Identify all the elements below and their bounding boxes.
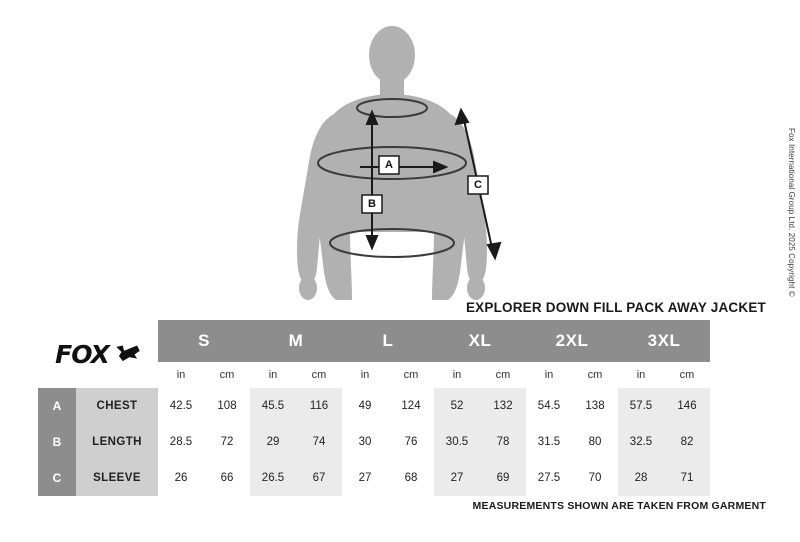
cell-length-3xl-in: 32.5 [618,424,664,460]
cell-length-l-in: 30 [342,424,388,460]
table-header-row [38,320,710,362]
cell-length-2xl-in: 31.5 [526,424,572,460]
unit-3xl-cm: cm [664,362,710,388]
row-label-length: LENGTH [76,424,158,460]
size-header-3xl: 3XL [618,320,710,362]
unit-xl-cm: cm [480,362,526,388]
row-key-c: C [38,460,76,496]
cell-chest-l-in: 49 [342,388,388,424]
cell-length-3xl-cm: 82 [664,424,710,460]
row-key-a: A [38,388,76,424]
marker-c-text: C [474,179,482,191]
cell-length-m-cm: 74 [296,424,342,460]
product-title: EXPLORER DOWN FILL PACK AWAY JACKET [465,300,766,315]
row-label-chest: CHEST [76,388,158,424]
measurement-note: MEASUREMENTS SHOWN ARE TAKEN FROM GARMENT [472,500,766,512]
cell-sleeve-m-in: 26.5 [250,460,296,496]
cell-length-xl-cm: 78 [480,424,526,460]
brand-name: FOX [55,339,109,369]
cell-length-s-in: 28.5 [158,424,204,460]
table-row [38,424,710,460]
cell-sleeve-s-cm: 66 [204,460,250,496]
unit-m-cm: cm [296,362,342,388]
cell-length-xl-in: 30.5 [434,424,480,460]
cell-sleeve-m-cm: 67 [296,460,342,496]
cell-sleeve-l-in: 27 [342,460,388,496]
cell-chest-2xl-cm: 138 [572,388,618,424]
size-header-2xl: 2XL [526,320,618,362]
unit-m-in: in [250,362,296,388]
cell-chest-2xl-in: 54.5 [526,388,572,424]
unit-s-cm: cm [204,362,250,388]
unit-s-in: in [158,362,204,388]
unit-xl-in: in [434,362,480,388]
cell-chest-m-in: 45.5 [250,388,296,424]
cell-chest-s-cm: 108 [204,388,250,424]
size-header-xl: XL [434,320,526,362]
cell-chest-s-in: 42.5 [158,388,204,424]
unit-2xl-in: in [526,362,572,388]
cell-chest-l-cm: 124 [388,388,434,424]
cell-chest-xl-in: 52 [434,388,480,424]
cell-sleeve-2xl-in: 27.5 [526,460,572,496]
cell-chest-xl-cm: 132 [480,388,526,424]
cell-length-s-cm: 72 [204,424,250,460]
unit-l-in: in [342,362,388,388]
cell-sleeve-s-in: 26 [158,460,204,496]
cell-length-2xl-cm: 80 [572,424,618,460]
cell-chest-3xl-in: 57.5 [618,388,664,424]
size-header-s: S [158,320,250,362]
marker-b-text: B [368,198,376,210]
size-header-l: L [342,320,434,362]
cell-chest-3xl-cm: 146 [664,388,710,424]
cell-sleeve-3xl-in: 28 [618,460,664,496]
cell-sleeve-l-cm: 68 [388,460,434,496]
size-header-m: M [250,320,342,362]
table-row [38,460,710,496]
cell-length-m-in: 29 [250,424,296,460]
row-label-sleeve: SLEEVE [76,460,158,496]
cell-sleeve-2xl-cm: 70 [572,460,618,496]
table-row [38,388,710,424]
copyright-text: Fox International Group Ltd. 2025 Copyright © [787,128,796,297]
unit-3xl-in: in [618,362,664,388]
cell-sleeve-xl-cm: 69 [480,460,526,496]
fox-head-icon [115,344,141,364]
size-chart-table [38,320,710,496]
brand-logo [38,320,158,388]
cell-length-l-cm: 76 [388,424,434,460]
cell-sleeve-xl-in: 27 [434,460,480,496]
cell-sleeve-3xl-cm: 71 [664,460,710,496]
unit-2xl-cm: cm [572,362,618,388]
marker-a-text: A [385,159,393,171]
unit-l-cm: cm [388,362,434,388]
cell-chest-m-cm: 116 [296,388,342,424]
row-key-b: B [38,424,76,460]
